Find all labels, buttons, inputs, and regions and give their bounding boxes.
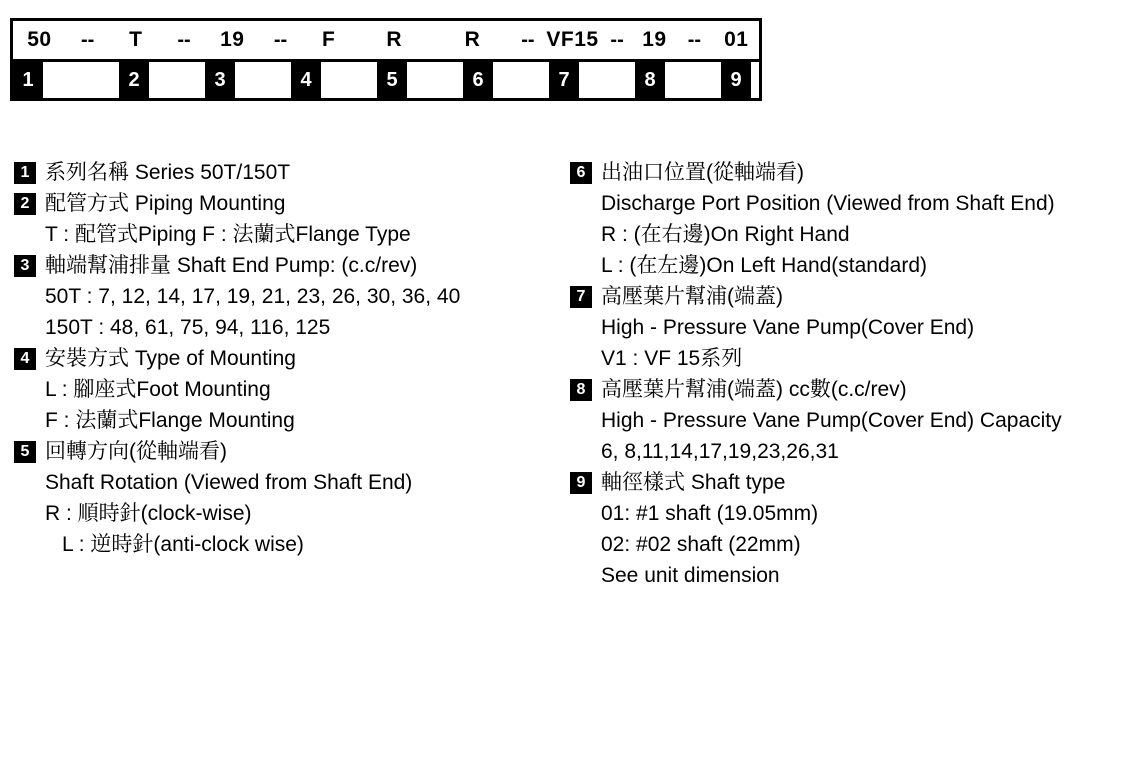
model-code-segments-row <box>13 21 759 62</box>
legend-title-1: 系列名稱 Series 50T/150T <box>45 161 291 184</box>
code-gap-3 <box>235 62 291 98</box>
code-separator-3: -- <box>273 28 288 51</box>
legend-column-left <box>14 160 574 563</box>
code-gap-7 <box>579 62 635 98</box>
code-index-8: 8 <box>635 62 665 98</box>
legend-item-1 <box>14 160 574 186</box>
legend-detail-8-1: High - Pressure Vane Pump(Cover End) Capacity <box>601 409 1062 432</box>
code-separator-6: -- <box>521 28 535 51</box>
legend-title-5: 回轉方向(從軸端看) <box>45 440 227 463</box>
legend-title-2: 配管方式 Piping Mounting <box>45 192 286 215</box>
code-index-4: 4 <box>291 62 321 98</box>
legend-detail-4-2: F : 法蘭式Flange Mounting <box>45 409 295 432</box>
legend-item-2 <box>14 191 574 248</box>
legend-item-8 <box>570 377 1148 465</box>
code-segment-6: R <box>464 28 481 51</box>
legend-badge-7: 7 <box>570 286 592 308</box>
legend-item-9 <box>570 470 1148 589</box>
code-index-2: 2 <box>119 62 149 98</box>
legend-detail-9-1: 01: #1 shaft (19.05mm) <box>601 502 819 525</box>
legend-badge-1: 1 <box>14 162 36 184</box>
legend-detail-3-1: 50T : 7, 12, 14, 17, 19, 21, 23, 26, 30, 36, 40 <box>45 285 461 308</box>
legend-title-6: 出油口位置(從軸端看) <box>601 161 804 184</box>
model-code-table <box>10 18 762 101</box>
legend-badge-5: 5 <box>14 441 36 463</box>
code-segment-5: R <box>386 28 403 51</box>
code-segment-7: VF15 <box>546 28 599 51</box>
legend-title-3: 軸端幫浦排量 Shaft End Pump: (c.c/rev) <box>45 254 418 277</box>
legend-detail-7-1: High - Pressure Vane Pump(Cover End) <box>601 316 975 339</box>
legend-detail-5-2: R : 順時針(clock-wise) <box>45 502 252 525</box>
legend-badge-3: 3 <box>14 255 36 277</box>
code-segment-1: 50 <box>27 28 52 51</box>
code-separator-8: -- <box>687 28 702 51</box>
legend-detail-5-3: L : 逆時針(anti-clock wise) <box>62 533 304 556</box>
legend-badge-2: 2 <box>14 193 36 215</box>
code-segment-4: F <box>322 28 336 51</box>
legend-item-3 <box>14 253 574 341</box>
code-gap-1 <box>43 62 119 98</box>
code-index-9: 9 <box>721 62 751 98</box>
code-segment-9: 01 <box>724 28 749 51</box>
code-index-7: 7 <box>549 62 579 98</box>
legend-title-8: 高壓葉片幫浦(端蓋) cc數(c.c/rev) <box>601 378 907 401</box>
code-index-3: 3 <box>205 62 235 98</box>
legend-badge-4: 4 <box>14 348 36 370</box>
code-gap-8 <box>665 62 721 98</box>
legend-badge-9: 9 <box>570 472 592 494</box>
code-gap-6 <box>493 62 549 98</box>
legend-title-7: 高壓葉片幫浦(端蓋) <box>601 285 783 308</box>
code-gap-4 <box>321 62 377 98</box>
legend-item-5 <box>14 439 574 558</box>
code-index-1: 1 <box>13 62 43 98</box>
code-segment-8: 19 <box>642 28 667 51</box>
code-index-6: 6 <box>463 62 493 98</box>
legend-detail-9-2: 02: #02 shaft (22mm) <box>601 533 801 556</box>
legend-badge-6: 6 <box>570 162 592 184</box>
legend-badge-8: 8 <box>570 379 592 401</box>
code-index-5: 5 <box>377 62 407 98</box>
code-separator-7: -- <box>610 28 624 51</box>
legend-detail-6-2: R : (在右邊)On Right Hand <box>601 223 850 246</box>
legend-detail-3-2: 150T : 48, 61, 75, 94, 116, 125 <box>45 316 331 339</box>
legend-detail-6-1: Discharge Port Position (Viewed from Shaft End) <box>601 192 1055 215</box>
legend-detail-5-1: Shaft Rotation (Viewed from Shaft End) <box>45 471 413 494</box>
legend-title-9: 軸徑樣式 Shaft type <box>601 471 786 494</box>
model-code-numbers-row <box>13 62 759 98</box>
code-gap-2 <box>149 62 205 98</box>
legend-item-4 <box>14 346 574 434</box>
legend-detail-6-3: L : (在左邊)On Left Hand(standard) <box>601 254 928 277</box>
legend-detail-7-2: V1 : VF 15系列 <box>601 347 743 370</box>
code-segment-3: 19 <box>220 28 245 51</box>
code-separator-2: -- <box>177 28 191 51</box>
code-separator-1: -- <box>80 28 95 51</box>
legend-column-right <box>570 160 1148 594</box>
legend-detail-8-2: 6, 8,11,14,17,19,23,26,31 <box>601 440 839 463</box>
code-segment-2: T <box>129 28 143 51</box>
legend-title-4: 安裝方式 Type of Mounting <box>45 347 296 370</box>
legend-item-6 <box>570 160 1148 279</box>
legend-detail-2-1: T : 配管式Piping F : 法蘭式Flange Type <box>45 223 411 246</box>
legend-detail-4-1: L : 腳座式Foot Mounting <box>45 378 271 401</box>
legend-item-7 <box>570 284 1148 372</box>
code-gap-5 <box>407 62 463 98</box>
legend-detail-9-3: See unit dimension <box>601 564 780 587</box>
